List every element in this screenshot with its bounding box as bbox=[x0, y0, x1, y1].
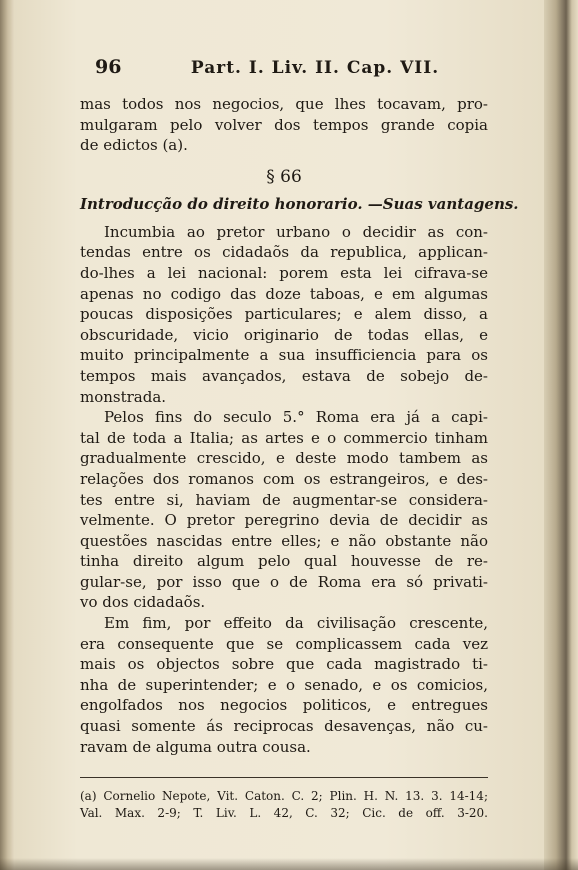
text-line: Em fim, por effeito da civilisação crescente, bbox=[104, 614, 488, 633]
text-line: mas todos nos negocios, que lhes tocavam, pro- bbox=[80, 95, 488, 113]
text-line: tendas entre os cidadaõs da republica, applican- bbox=[80, 243, 488, 262]
paragraph bbox=[80, 613, 488, 757]
text-line: mulgaram pelo volver dos tempos grande copia bbox=[80, 115, 488, 134]
text-line: muito principalmente a sua insufficiencia para os bbox=[80, 346, 488, 365]
footnote-line: (a) Cornelio Nepote, Vit. Caton. C. 2; Plin. H. N. 13. 3. 14-14; bbox=[80, 789, 488, 804]
book-gutter bbox=[544, 0, 578, 870]
running-head: Part. I. Liv. II. Cap. VII. bbox=[190, 58, 440, 78]
text-line: tal de toda a Italia; as artes e o commercio tinham bbox=[80, 428, 488, 447]
section-number: § 66 bbox=[266, 166, 302, 187]
page-header bbox=[80, 54, 488, 94]
text-line: questões nascidas entre elles; e não obstante não bbox=[80, 531, 488, 550]
text-line: tinha direito algum pelo qual houvesse de re- bbox=[80, 552, 488, 571]
text-line: ravam de alguma outra cousa. bbox=[80, 737, 311, 756]
text-line: era consequente que se complicassem cada vez bbox=[80, 634, 488, 653]
paragraph bbox=[80, 222, 488, 407]
page-text bbox=[80, 54, 519, 822]
text-line: velmente. O pretor peregrino devia de decidir as bbox=[80, 511, 488, 530]
text-line: tes entre si, haviam de augmentar-se considera- bbox=[80, 490, 488, 509]
text-line: Incumbia ao pretor urbano o decidir as con- bbox=[104, 222, 488, 241]
text-line: quasi somente ás reciprocas desavenças, não cu- bbox=[80, 717, 488, 736]
text-line: nha de superintender; e o senado, e os comicios, bbox=[80, 675, 488, 694]
paragraph bbox=[80, 407, 488, 613]
text-line: poucas disposições particulares; e alem disso, a bbox=[80, 305, 488, 324]
text-line: de edictos (a). bbox=[80, 136, 188, 155]
page-shadow bbox=[0, 858, 578, 870]
text-line: vo dos cidadaõs. bbox=[80, 593, 206, 612]
text-line: do-lhes a lei nacional: porem esta lei cifrava-se bbox=[80, 263, 488, 282]
text-line: tempos mais avançados, estava de sobejo de- bbox=[80, 366, 488, 385]
footnote-divider bbox=[80, 777, 488, 778]
page-number: 96 bbox=[95, 56, 122, 78]
page-edge bbox=[0, 0, 14, 870]
text-line: apenas no codigo das doze taboas, e em algumas bbox=[80, 284, 488, 303]
continuation-text bbox=[80, 94, 488, 156]
section-subtitle: Introducção do direito honorario. —Suas vantagens. bbox=[80, 194, 519, 213]
text-line: Pelos fins do seculo 5.° Roma era já a capi- bbox=[104, 408, 488, 427]
footnote bbox=[80, 788, 488, 822]
text-line: relações dos romanos com os estrangeiros, e des- bbox=[80, 469, 488, 488]
text-line: mais os objectos sobre que cada magistrado ti- bbox=[80, 655, 488, 674]
text-line: obscuridade, vicio originario de todas ellas, e bbox=[80, 325, 488, 344]
footnote-line: Val. Max. 2-9; T. Liv. L. 42, C. 32; Cic. de off. 3-20. bbox=[80, 806, 488, 821]
text-line: engolfados nos negocios politicos, e entregues bbox=[80, 696, 488, 715]
text-line: gular-se, por isso que o de Roma era só privati- bbox=[80, 572, 488, 591]
text-line: gradualmente crescido, e deste modo tambem as bbox=[80, 449, 488, 468]
text-line: monstrada. bbox=[80, 387, 167, 406]
